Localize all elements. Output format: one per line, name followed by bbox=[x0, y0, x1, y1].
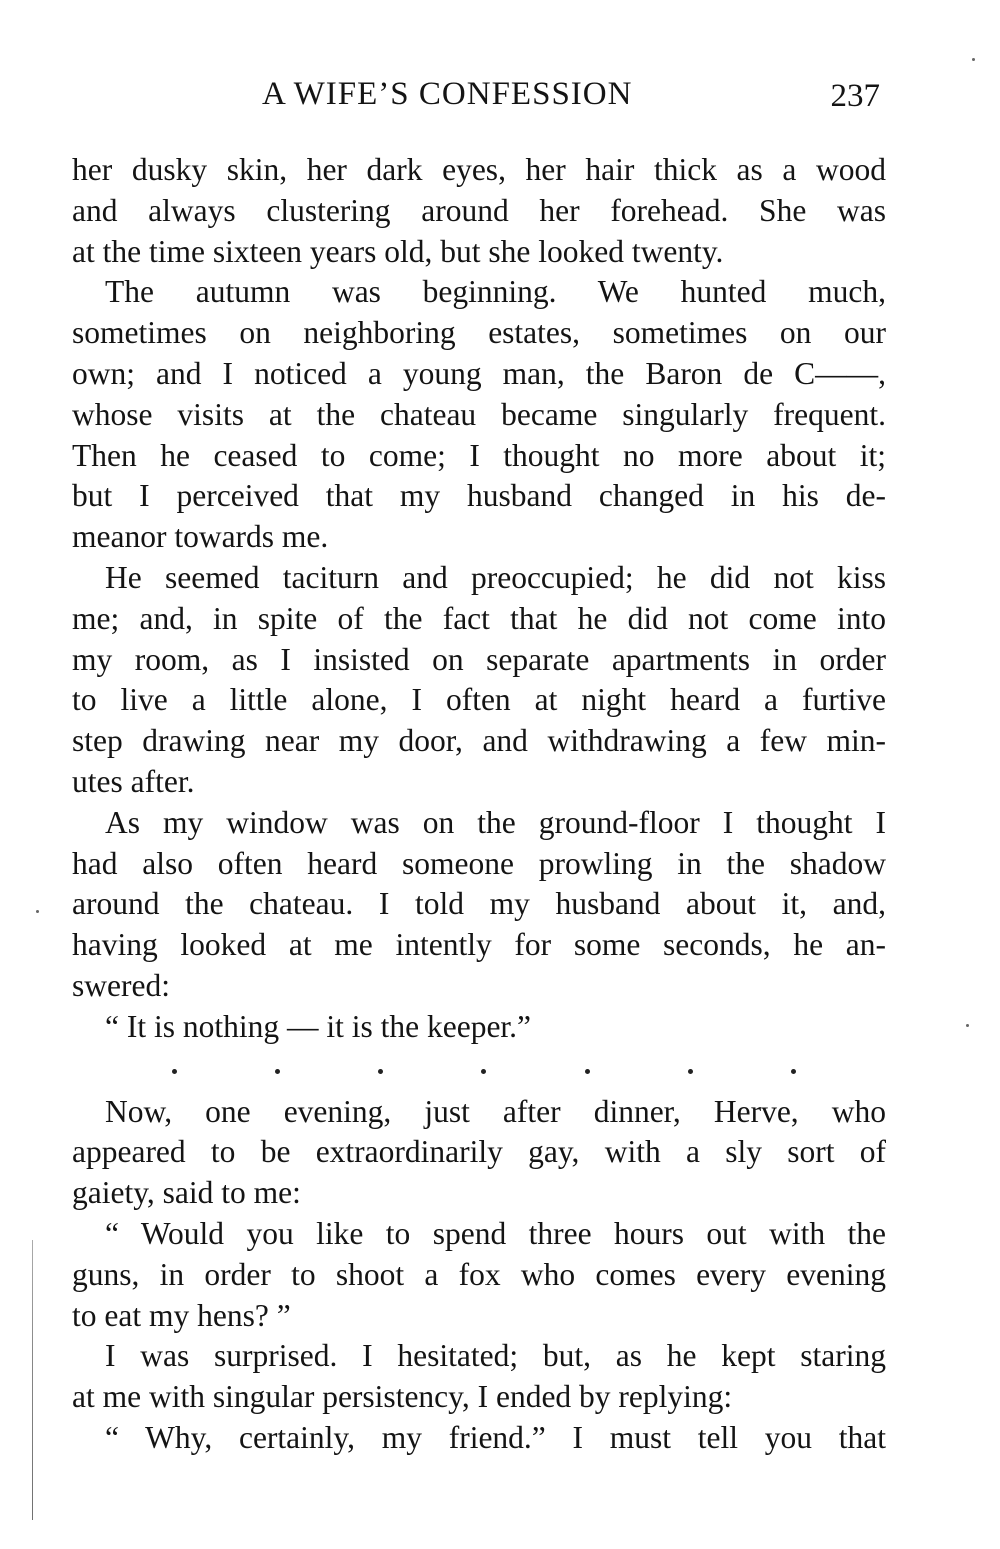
text-line: I was surprised. I hesitated; but, as he kept staring bbox=[105, 1338, 886, 1374]
section-break-dot bbox=[481, 1069, 486, 1074]
text-line: He seemed taciturn and preoccupied; he did not kiss bbox=[105, 559, 886, 595]
text-line: Then he ceased to come; I thought no more about it; bbox=[72, 437, 886, 473]
text-line: The autumn was beginning. We hunted much, bbox=[105, 274, 886, 310]
text-line: gaiety, said to me: bbox=[72, 1175, 301, 1211]
scan-speck bbox=[36, 910, 39, 913]
section-break-dot bbox=[585, 1069, 590, 1074]
text-line: Now, one evening, just after dinner, Herve, who bbox=[105, 1093, 886, 1129]
scan-margin-mark bbox=[32, 1240, 33, 1520]
text-line: As my window was on the ground-floor I thought I bbox=[105, 804, 886, 840]
section-break-dot bbox=[791, 1069, 796, 1074]
text-line: my room, as I insisted on separate apartments in order bbox=[72, 641, 886, 677]
text-line: to eat my hens? ” bbox=[72, 1297, 291, 1333]
text-line: meanor towards me. bbox=[72, 519, 329, 555]
page-number: 237 bbox=[830, 78, 880, 114]
text-line: appeared to be extraordinarily gay, with a sly sort of bbox=[72, 1134, 886, 1170]
scan-speck bbox=[966, 1024, 969, 1027]
text-line: her dusky skin, her dark eyes, her hair thick as a wood bbox=[72, 152, 886, 187]
text-line: but I perceived that my husband changed in his de- bbox=[72, 478, 886, 514]
section-break-dot bbox=[275, 1069, 280, 1074]
scan-speck bbox=[972, 58, 975, 61]
text-line: having looked at me intently for some seconds, he an- bbox=[72, 927, 886, 963]
text-line: whose visits at the chateau became singularly frequent. bbox=[72, 396, 886, 432]
running-title: A WIFE’S CONFESSION bbox=[262, 76, 633, 112]
text-line: swered: bbox=[72, 967, 170, 1003]
text-line: “ It is nothing — it is the keeper.” bbox=[105, 1008, 532, 1044]
running-head bbox=[72, 76, 888, 120]
text-line: step drawing near my door, and withdrawing a few min- bbox=[72, 723, 886, 759]
text-line: utes after. bbox=[72, 763, 195, 799]
text-line: me; and, in spite of the fact that he did not come into bbox=[72, 600, 886, 636]
section-break-dot bbox=[378, 1069, 383, 1074]
section-break-dot bbox=[688, 1069, 693, 1074]
text-line: “ Would you like to spend three hours out with the bbox=[105, 1215, 886, 1251]
text-line: to live a little alone, I often at night heard a furtive bbox=[72, 682, 886, 718]
section-break-dot bbox=[172, 1069, 177, 1074]
body-text bbox=[72, 150, 886, 1459]
text-line: had also often heard someone prowling in the shadow bbox=[72, 845, 886, 881]
text-line: around the chateau. I told my husband about it, and, bbox=[72, 886, 886, 922]
text-line: at me with singular persistency, I ended by replying: bbox=[72, 1379, 733, 1415]
text-line: own; and I noticed a young man, the Baron de C——, bbox=[72, 355, 886, 391]
text-line: and always clustering around her forehead. She was bbox=[72, 192, 886, 228]
text-line: at the time sixteen years old, but she looked twenty. bbox=[72, 233, 724, 269]
text-line: sometimes on neighboring estates, sometimes on our bbox=[72, 315, 886, 351]
section-break bbox=[72, 1052, 886, 1092]
text-line: “ Why, certainly, my friend.” I must tell you that bbox=[105, 1419, 886, 1455]
text-line: guns, in order to shoot a fox who comes every evening bbox=[72, 1256, 886, 1292]
